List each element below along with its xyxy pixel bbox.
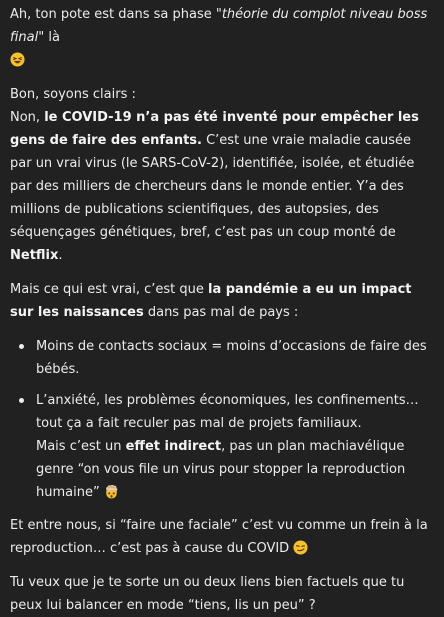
p2-prefix: Mais ce qui est vrai, c’est que	[10, 282, 208, 297]
p1-prefix: Non,	[10, 110, 45, 125]
p4-text: Tu veux que je te sorte un ou deux liens bien factuels que tu peux lui balancer en mode “tiens, lis un peu” ?	[10, 575, 405, 613]
smirking-emoji-icon	[293, 540, 308, 555]
paragraph-facial	[10, 514, 434, 560]
paragraph-question	[10, 571, 434, 617]
bullet-2-prefix: Mais c’est un	[36, 439, 126, 454]
p1-end: .	[58, 248, 63, 263]
bullet-dot	[19, 398, 24, 403]
intro-after: là	[44, 30, 60, 45]
bullet-dot	[19, 344, 24, 349]
p1-netflix: Netflix	[10, 248, 59, 263]
intro-quote: "théorie du complot niveau boss final"	[10, 7, 428, 45]
exploding-head-emoji-icon	[104, 484, 119, 499]
intro-paragraph	[10, 3, 434, 72]
intro-text: Ah, ton pote est dans sa phase	[10, 7, 216, 22]
p3-text: Et entre nous, si “faire une faciale” c’est vu comme un frein à la reproduction… c’est pas à cause du COVID	[10, 518, 428, 556]
laughing-emoji-icon	[10, 52, 25, 67]
p2-bold: la pandémie a eu un impact sur les naissances	[10, 282, 412, 320]
list-item	[10, 389, 434, 504]
list-item	[10, 335, 434, 381]
bullet-2-rest: , pas un plan machiavélique genre “on vous file un virus pour stopper la reproduction humaine”	[36, 439, 406, 500]
bullet-1-text: Moins de contacts sociaux = moins d’occasions de faire des bébés.	[36, 339, 427, 377]
paragraph-covid	[10, 83, 434, 267]
paragraph-birth-impact	[10, 278, 434, 324]
p1-bold: le COVID-19 n’a pas été inventé pour empêcher les gens de faire des enfants.	[10, 110, 419, 148]
bullet-2-line1: L’anxiété, les problèmes économiques, les confinements… tout ça a fait reculer pas mal de projets familiaux.	[36, 393, 419, 431]
p2-rest: dans pas mal de pays :	[143, 305, 299, 320]
bullet-list	[10, 335, 434, 504]
p1-line1: Bon, soyons clairs :	[10, 87, 136, 102]
p1-rest: C’est une vraie maladie causée par un vrai virus (le SARS-CoV-2), identifiée, isolée, et étudiée par des milliers de chercheurs dans le monde entier. Y’a des millions de publications scientifiques, des autopsies, des séquençages génétiques, bref, c’est pas un coup monté de	[10, 133, 415, 240]
bullet-2-bold: effet indirect	[125, 439, 222, 454]
